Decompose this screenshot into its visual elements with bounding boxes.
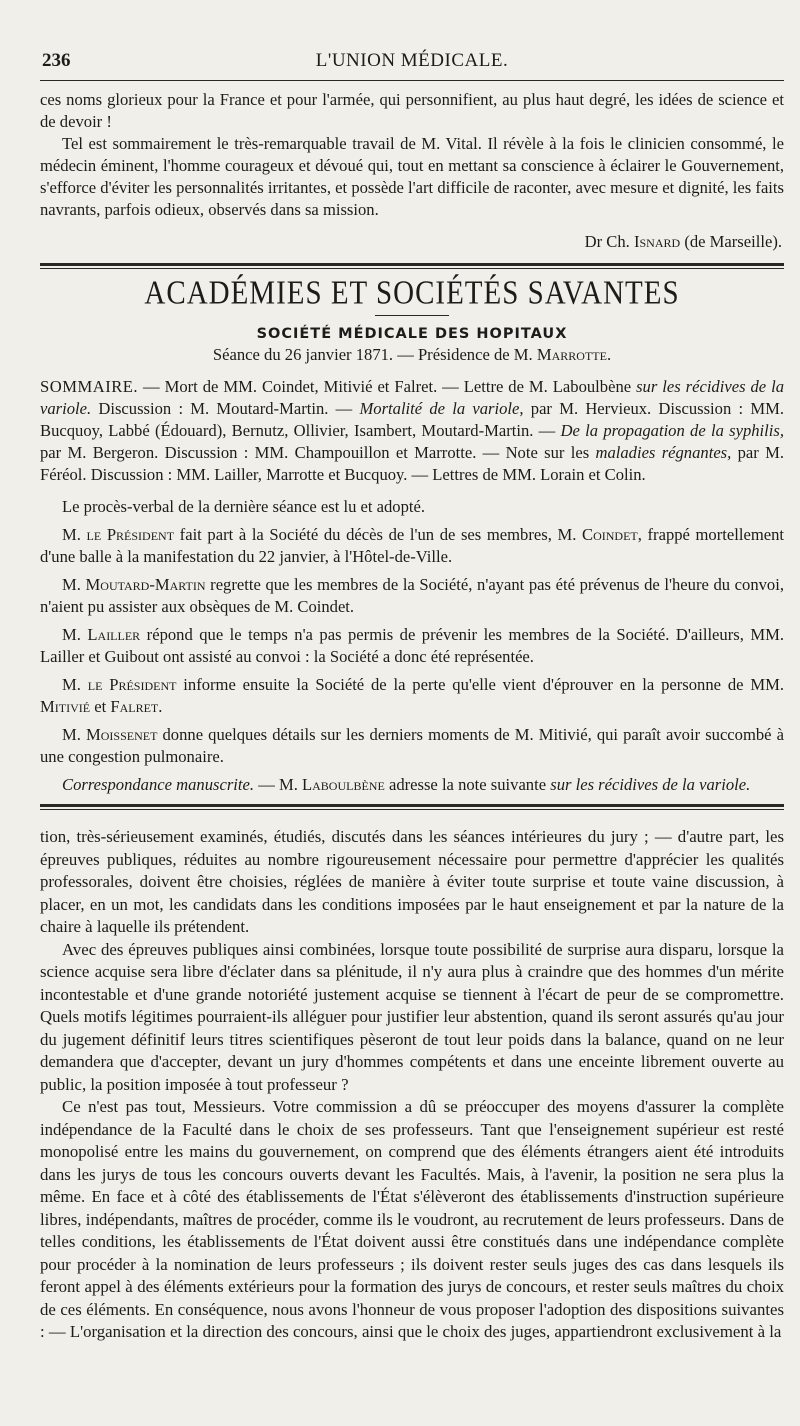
section-divider: [40, 263, 784, 269]
signature-place: (de Marseille).: [684, 232, 782, 251]
paragraph: M. Moutard-Martin regrette que les membres de la Société, n'ayant pas été prévenus de l'heure du convoi, n'aient pu assister aux obsèques de M. Coindet.: [40, 575, 784, 616]
paragraph: tion, très-sérieusement examinés, étudiés, discutés dans les séances intérieures du jury ; — d'autre part, les épreuves publiques, réduites au nombre rigoureusement nécessaire pour permettre d'apprécier les qualités professorales, doivent être choisies, réglées de manière à éviter toute surprise et toute vaine discussion, à placer, en un mot, les candidats dans les conditions imposées par le haut enseignement et par la nature de la chaire à laquelle ils prétendent.: [40, 827, 784, 936]
paragraph: M. Moissenet donne quelques détails sur les derniers moments de M. Mitivié, qui paraît avoir succombé à une congestion pulmonaire.: [40, 725, 784, 766]
paragraph: M. le Président fait part à la Société du décès de l'un de ses membres, M. Coindet, frappé mortellement d'une balle à la manifestation du 22 janvier, à l'Hôtel-de-Ville.: [40, 525, 784, 566]
session-line: Séance du 26 janvier 1871. — Présidence de M. Marrotte.: [212, 345, 612, 364]
feuilleton-text: [40, 826, 784, 1344]
page-header: [40, 50, 784, 78]
paragraph: Avec des épreuves publiques ainsi combinées, lorsque toute possibilité de surprise aura disparu, lorsque la science acquise sera libre d'éclater dans sa plénitude, il n'y aura plus à craindre que des hommes d'un mérite incontestable et d'une grande notoriété justement acquise se tiennent à l'écart de peur de se compromettre. Quels motifs légitimes pourraient-ils alléguer pour justifier leur abstention, quand ils seront assurés qu'au jour du jugement définitif leurs titres scientifiques pèseront de tout leur poids dans la balance, quand on ne leur demandera que d'accepter, devant un jury d'hommes compétents et dans une enceinte librement ouverte au public, la position imposée à tout professeur ?: [40, 939, 784, 1094]
summary-heading: SOMMAIRE.: [40, 377, 139, 396]
page-number: 236: [42, 50, 71, 71]
feuilleton-divider: [40, 804, 784, 810]
running-title: L'UNION MÉDICALE.: [315, 50, 509, 71]
society-name: SOCIÉTÉ MÉDICALE DES HOPITAUX: [256, 326, 568, 342]
signature-name: Isnard: [633, 232, 681, 251]
paragraph: ces noms glorieux pour la France et pour l'armée, qui personnifient, au plus haut degré, les idées de science et de devoir !: [40, 90, 784, 131]
section-title: ACADÉMIES ET SOCIÉTÉS SAVANTES: [144, 274, 680, 312]
paragraph: Ce n'est pas tout, Messieurs. Votre commission a dû se préoccuper des moyens d'assurer la complète indépendance de la Faculté dans le choix de ses professeurs. Tant que l'enseignement supérieur est resté monopolisé entre les mains du gouvernement, on comprend que des éléments étrangers aient été introduits dans les jurys de tous les concours ouverts devant les Facultés. Mais, à l'avenir, la position ne sera plus la même. En face et à côté des établissements de l'État s'élèveront des établissements d'instruction supérieure libres, indépendants, maîtres de procéder, comme ils le voudront, au recrutement de leurs professeurs. Dans de telles conditions, les établissements de l'État doivent aussi être constitués dans une indépendance complète pour procéder à la nomination de leurs professeurs ; ils doivent rester seuls juges des cas dans lesquels ils feront appel à des éléments extérieurs pour la formation des jurys de concours, et rester seuls maîtres du choix de ces éléments. En conséquence, nous avons l'honneur de vous proposer l'adoption des dispositions suivantes : — L'organisation et la direction des concours, ainsi que le choix des juges, appartiendront exclusivement à la: [40, 1097, 784, 1341]
president-name: Marrotte: [536, 345, 607, 364]
paragraph: M. Lailler répond que le temps n'a pas permis de prévenir les membres de la Société. D'ailleurs, MM. Lailler et Guibout ont assisté au convoi : la Société a donc été représentée.: [40, 625, 784, 666]
session-summary: SOMMAIRE. — Mort de MM. Coindet, Mitivié et Falret. — Lettre de M. Laboulbène sur les récidives de la variole. Discussion : M. Moutard-Martin. — Mortalité de la variole, par M. Hervieux. Discussion : MM. Bucquoy, Labbé (Édouard), Bernutz, Ollivier, Isambert, Moutard-Martin. — De la propagation de la syphilis, par M. Bergeron. Discussion : MM. Champouillon et Marrotte. — Note sur les maladies régnantes, par M. Féréol. Discussion : MM. Lailler, Marrotte et Bucquoy. — Lettres de MM. Lorain et Colin.: [40, 377, 785, 484]
signature-prefix: Dr Ch.: [584, 232, 630, 251]
header-rule: [40, 80, 784, 81]
title-underline: [375, 315, 449, 316]
article-ending: [40, 89, 784, 253]
paragraph: Tel est sommairement le très-remarquable travail de M. Vital. Il révèle à la fois le clinicien consommé, le médecin éminent, l'homme courageux et dévoué qui, tout en mettant sa conscience à éclairer le Gouvernement, s'efforce d'éviter les personnalités irritantes, et possède l'art difficile de raconter, avec mesure et dignité, les faits navrants, parfois odieux, observés dans sa mission.: [40, 134, 784, 219]
session-minutes: [40, 496, 784, 796]
paragraph: M. le Président informe ensuite la Société de la perte qu'elle vient d'éprouver en la personne de MM. Mitivié et Falret.: [40, 675, 784, 716]
author-signature: [40, 231, 784, 253]
paragraph: Correspondance manuscrite. — M. Laboulbène adresse la note suivante sur les récidives de la variole.: [62, 775, 751, 794]
paragraph: Le procès-verbal de la dernière séance est lu et adopté.: [62, 497, 426, 516]
